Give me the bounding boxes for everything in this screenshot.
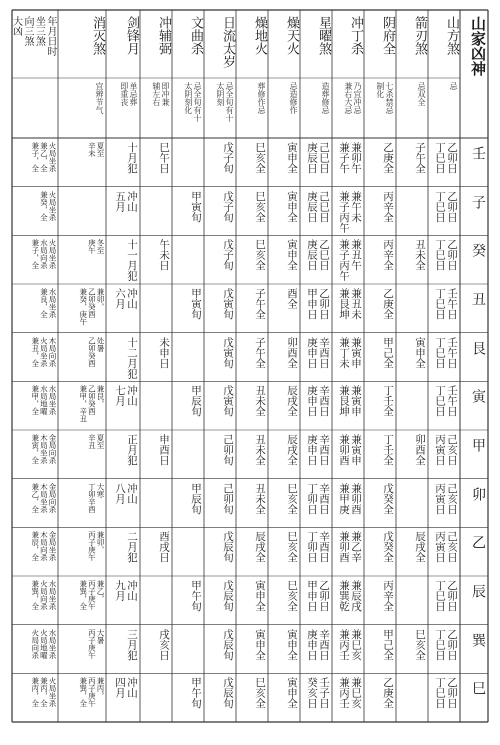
table-cell-chongfu: 戌亥日 xyxy=(158,628,170,661)
table-cell-yinfu: 丙辛全 xyxy=(382,580,394,612)
table-cell-chongding: 兼午未 兼子丙午 xyxy=(337,190,362,233)
table-cell-zaotian: 寅申全 xyxy=(286,190,298,223)
table-cell-nianyue: 水局坐杀 兼良，全 xyxy=(39,288,57,318)
table-cell-jianfeng: 十月犯 xyxy=(126,142,138,174)
table-cell-zaotian: 寅申全 xyxy=(286,142,298,174)
column-subheader-jianren: 忌双全 xyxy=(417,82,426,106)
column-header-chongding: 冲丁杀 xyxy=(348,16,363,55)
table-cell-shanfang: 乙卯日 丁巳日 xyxy=(433,142,458,174)
column-header-taisui: 日流太岁 xyxy=(220,16,235,68)
almanac-table xyxy=(12,10,488,722)
table-cell-jianfeng: 十一月犯 xyxy=(126,239,138,282)
table-cell-nianyue: 金局坐杀 木局向杀 兼辰，全 xyxy=(30,531,57,562)
table-cell-xingyao: 乙卯日 甲申日 xyxy=(305,288,330,320)
table-cell-zaodi: 子午全 xyxy=(254,288,266,320)
table-cell-wenqu: 甲午旬 xyxy=(190,677,202,709)
row-year-label: 辰 xyxy=(470,584,486,598)
table-cell-taisui: 戊子旬 xyxy=(222,239,234,271)
table-cell-shanfang: 己亥日 丙寅日 xyxy=(433,434,458,466)
table-cell-shanfang: 己亥日 丙寅日 xyxy=(433,482,458,515)
column-subheader-chongding: 乃宜冲忌 兼右大忌 xyxy=(343,82,362,114)
table-cell-zaotian: 辰戌全 xyxy=(286,434,298,466)
table-cell-xiaomie: 兼卯， 乙卯癸酉 兼癸，庚午 xyxy=(78,288,105,326)
table-cell-zaodi: 寅申全 xyxy=(254,580,266,612)
table-cell-jianfeng: 冲山 五月 xyxy=(113,190,138,212)
row-year-label: 巳 xyxy=(470,681,486,696)
column-header-wenqu: 文曲杀 xyxy=(188,16,203,55)
table-cell-jianfeng: 三月犯 xyxy=(126,628,138,661)
table-cell-xiaomie: 夏至 辛丑 xyxy=(87,434,105,449)
table-cell-taisui: 戊寅旬 xyxy=(222,336,234,369)
table-cell-xingyao: 辛酉日 庚申日 xyxy=(305,385,330,417)
table-cell-xiaomie: 大暑 丙子庚午 xyxy=(87,628,105,659)
row-year-label: 壬 xyxy=(470,146,486,160)
table-cell-nianyue: 火局坐杀 水局向杀 兼子，全 xyxy=(30,239,57,270)
table-cell-shanfang: 壬午日 丁巳日 xyxy=(433,288,458,320)
table-cell-wenqu: 甲辰旬 xyxy=(190,385,202,417)
table-cell-xiaomie: 兼乙， 丙子庚午 兼巽，全 xyxy=(78,580,105,610)
table-cell-shanfang: 乙卯日 丁巳日 xyxy=(433,677,458,709)
table-cell-shanfang: 乙卯日 丁巳日 xyxy=(433,628,458,661)
row-year-label: 卯 xyxy=(470,486,486,501)
column-subheader-xiaomie: 宜辨节气 xyxy=(95,82,104,114)
table-cell-chongfu: 未申日 xyxy=(158,336,170,369)
table-cell-chongfu: 巳午日 xyxy=(158,142,170,174)
table-cell-xingyao: 己巳日 庚辰日 xyxy=(305,142,330,174)
column-header-zaodi: 燥地火 xyxy=(252,16,267,55)
table-cell-chongding: 兼丑午 兼子丙午 xyxy=(337,239,362,282)
table-cell-jianfeng: 冲山 六月 xyxy=(113,288,138,309)
table-cell-chongding: 兼卯午 兼子午 xyxy=(337,142,362,174)
column-header-jianfeng: 剑锋月 xyxy=(124,16,139,55)
table-cell-taisui: 戊辰旬 xyxy=(222,580,234,612)
column-header-chongfu: 冲辅弼 xyxy=(156,16,171,55)
table-cell-xingyao: 乙卯日 甲申日 xyxy=(305,580,330,612)
table-cell-jianfeng: 正月犯 xyxy=(126,434,138,466)
table-cell-zaodi: 丑未全 xyxy=(254,482,266,515)
table-cell-zaotian: 巳亥全 xyxy=(286,531,298,563)
table-cell-zaodi: 丑未全 xyxy=(254,385,266,417)
table-cell-jianren: 卯酉全 xyxy=(414,434,426,466)
column-header-xiaomie: 消灭煞 xyxy=(90,16,105,55)
table-cell-taisui: 戊寅旬 xyxy=(222,288,234,320)
table-cell-yinfu: 戊癸全 xyxy=(382,531,394,563)
table-cell-shanfang: 壬午日 丁巳日 xyxy=(433,336,458,369)
table-cell-jianfeng: 二月犯 xyxy=(126,531,138,563)
table-cell-xiaomie: 兼卯， 丙子庚午 xyxy=(87,531,105,562)
table-cell-zaotian: 辰戌全 xyxy=(286,385,298,417)
table-cell-taisui: 戊寅旬 xyxy=(222,385,234,417)
column-subheader-chongfu: 即冲兼 辅左右 xyxy=(151,82,170,106)
table-cell-nianyue: 金局向杀 木局坐杀 兼寅，全 xyxy=(30,434,57,464)
table-cell-shanfang: 己亥日 丙寅日 xyxy=(433,531,458,563)
table-cell-yinfu: 甲己全 xyxy=(382,628,394,661)
column-header-jianren: 箭刃煞 xyxy=(412,16,427,55)
table-cell-jianfeng: 冲山 八月 xyxy=(113,482,138,504)
table-cell-nianyue: 火局坐杀 兼丙，全 兼丙，全 xyxy=(30,677,57,708)
table-cell-zaotian: 寅申全 xyxy=(286,239,298,271)
table-cell-shanfang: 乙卯日 丁巳日 xyxy=(433,239,458,271)
column-subheader-shanfang: 忌 xyxy=(449,82,458,90)
table-cell-zaodi: 巳亥全 xyxy=(254,190,266,223)
table-cell-taisui: 戊子旬 xyxy=(222,190,234,223)
table-cell-chongding: 兼寅申 兼卯酉 xyxy=(337,434,362,466)
column-subheader-wenqu: 忌全旬有十 太阴刻化 xyxy=(183,82,202,122)
table-cell-nianyue: 水局坐杀 火局地曜 火局向杀 xyxy=(30,628,57,659)
table-cell-zaotian: 酉全 xyxy=(286,288,298,309)
table-cell-zaotian: 巳亥全 xyxy=(286,580,298,612)
table-cell-chongding: 兼寅申 兼艮坤 xyxy=(337,385,362,417)
table-cell-zaodi: 丑未全 xyxy=(254,434,266,466)
table-cell-zaodi: 巳亥全 xyxy=(254,239,266,271)
table-cell-yinfu: 戊癸全 xyxy=(382,482,394,515)
table-cell-taisui: 己卯旬 xyxy=(222,482,234,515)
table-cell-shanfang: 乙卯日 丁巳日 xyxy=(433,580,458,612)
table-cell-jianfeng: 冲山 九月 xyxy=(113,580,138,601)
table-cell-nianyue: 水局坐杀 水局地曜 兼甲，全 xyxy=(30,385,57,416)
column-subheader-yinfu: 七杀禁忌 制化 xyxy=(375,82,394,114)
table-cell-wenqu: 甲辰旬 xyxy=(190,482,202,515)
column-header-zaotian: 燥天火 xyxy=(284,16,299,55)
table-cell-wenqu: 甲寅旬 xyxy=(190,190,202,223)
table-cell-xingyao: 辛酉日 丁卯日 xyxy=(305,482,330,515)
row-year-label: 巽 xyxy=(470,632,486,647)
table-cell-jianren: 寅申全 xyxy=(414,336,426,369)
column-subheader-jianfeng: 单忌葬 即重丧 xyxy=(119,82,138,106)
table-cell-taisui: 己卯旬 xyxy=(222,434,234,466)
table-cell-chongding: 兼巳亥 兼丙壬 xyxy=(337,628,362,661)
table-cell-xingyao: 壬子日 癸亥日 xyxy=(305,677,330,709)
column-header-nianyue: 年月日时 坐三煞 向三煞 大凶 xyxy=(10,16,56,56)
table-cell-zaodi: 巳亥全 xyxy=(254,142,266,174)
table-cell-jianfeng: 冲山 七月 xyxy=(113,385,138,407)
column-header-yinfu: 阴府全 xyxy=(380,16,395,55)
table-cell-shanfang: 乙卯日 丁巳日 xyxy=(433,190,458,223)
table-cell-yinfu: 乙庚全 xyxy=(382,142,394,174)
table-cell-nianyue: 火局坐杀 兼癸，全 xyxy=(39,190,57,221)
table-cell-xiaomie: 夏至 辛未 xyxy=(87,142,105,157)
table-cell-zaodi: 寅申全 xyxy=(254,628,266,661)
table-cell-yinfu: 乙庚全 xyxy=(382,677,394,709)
table-cell-chongfu: 午未日 xyxy=(158,239,170,271)
table-cell-chongding: 兼巳亥 兼丙壬 xyxy=(337,677,362,709)
table-cell-nianyue: 水局坐杀 火局向杀 兼巽，全 xyxy=(30,580,57,610)
table-cell-yinfu: 丙辛全 xyxy=(382,239,394,271)
table-cell-xiaomie: 冬至 庚午 xyxy=(87,239,105,255)
table-cell-zaotian: 寅申全 xyxy=(286,628,298,661)
table-cell-chongding: 兼卯酉 兼甲庚 xyxy=(337,482,362,515)
table-cell-nianyue: 金局向杀 木局坐杀 兼乙，全 xyxy=(30,482,57,513)
table-cell-zaotian: 卯酉全 xyxy=(286,336,298,369)
table-cell-jianren: 子午全 xyxy=(414,142,426,174)
table-cell-xiaomie: 处暑 乙卯癸酉 xyxy=(87,336,105,367)
table-cell-wenqu: 甲寅旬 xyxy=(190,288,202,320)
column-subheader-taisui: 忌全旬有十 太阴刻 xyxy=(215,82,234,122)
table-cell-chongding: 兼寅申 兼丁未 xyxy=(337,336,362,369)
table-cell-xingyao: 己巳日 庚辰日 xyxy=(305,190,330,223)
column-subheader-xingyao: 造葬修忌 xyxy=(321,82,330,114)
table-cell-xiaomie: 兼丙， 丙子庚午 兼巽，全 xyxy=(78,677,105,708)
column-header-shanfang: 山方煞 xyxy=(444,16,459,55)
table-cell-taisui: 戊辰旬 xyxy=(222,628,234,661)
table-cell-jianfeng: 十二月犯 xyxy=(126,336,138,379)
table-cell-taisui: 戊辰旬 xyxy=(222,531,234,563)
table-cell-xingyao: 辛酉日 庚申日 xyxy=(305,628,330,661)
table-cell-zaodi: 辰戌全 xyxy=(254,531,266,563)
table-cell-taisui: 戊子旬 xyxy=(222,142,234,174)
table-cell-yinfu: 丁壬全 xyxy=(382,434,394,466)
table-cell-shanfang: 壬午日 丁巳日 xyxy=(433,385,458,417)
table-cell-nianyue: 木局向杀 火局坐杀 兼丑，全 xyxy=(30,336,57,367)
table-cell-xingyao: 辛酉日 丁卯日 xyxy=(305,531,330,563)
table-cell-taisui: 戊辰旬 xyxy=(222,677,234,709)
table-cell-jianfeng: 冲山 四月 xyxy=(113,677,138,699)
table-cell-xiaomie: 大寒 丁卯辛酉 xyxy=(87,482,105,513)
table-cell-jianren: 巳亥全 xyxy=(414,628,426,661)
table-cell-jianren: 丑未全 xyxy=(414,239,426,271)
column-header-xingyao: 星曜煞 xyxy=(316,16,331,55)
table-cell-chongding: 兼辰戌 兼巽乾 xyxy=(337,580,362,612)
table-cell-yinfu: 乙庚全 xyxy=(382,288,394,320)
table-cell-wenqu: 甲午旬 xyxy=(190,580,202,612)
table-cell-xingyao: 辛酉日 庚申日 xyxy=(305,434,330,466)
table-cell-xingyao: 乙巳日 庚辰日 xyxy=(305,239,330,271)
table-cell-chongding: 兼丑未 兼艮坤 xyxy=(337,288,362,320)
table-cell-zaodi: 子午全 xyxy=(254,336,266,369)
row-year-label: 甲 xyxy=(470,438,486,452)
table-cell-yinfu: 丙辛全 xyxy=(382,190,394,223)
table-cell-zaotian: 巳亥全 xyxy=(286,482,298,515)
row-year-label: 子 xyxy=(470,194,486,209)
table-cell-chongfu: 申酉日 xyxy=(158,434,170,466)
table-cell-yinfu: 丁壬全 xyxy=(382,385,394,417)
table-cell-nianyue: 火局坐杀 兼乙，全 兼子，全 xyxy=(30,142,57,172)
row-year-label: 丑 xyxy=(470,292,486,306)
row-year-label: 艮 xyxy=(470,340,486,355)
table-cell-xingyao: 辛酉日 庚申日 xyxy=(305,336,330,369)
table-cell-jianren: 辰戌全 xyxy=(414,531,426,563)
column-subheader-zaodi: 葬修作忌 xyxy=(257,82,266,114)
row-year-label: 乙 xyxy=(470,535,486,550)
table-cell-zaodi: 巳亥全 xyxy=(254,677,266,709)
table-cell-yinfu: 甲己全 xyxy=(382,336,394,369)
column-subheader-zaotian: 忌造修作 xyxy=(289,82,298,114)
table-title: 山家凶神 xyxy=(469,16,487,76)
row-year-label: 寅 xyxy=(470,389,486,404)
table-cell-xiaomie: 兼艮， 乙卯癸酉 兼甲，辛丑 xyxy=(78,385,105,423)
table-cell-chongding: 兼乙辛 兼卯酉 xyxy=(337,531,362,563)
row-year-label: 癸 xyxy=(470,243,486,258)
table-cell-chongfu: 酉戌日 xyxy=(158,531,170,563)
table-cell-zaotian: 寅申全 xyxy=(286,677,298,709)
